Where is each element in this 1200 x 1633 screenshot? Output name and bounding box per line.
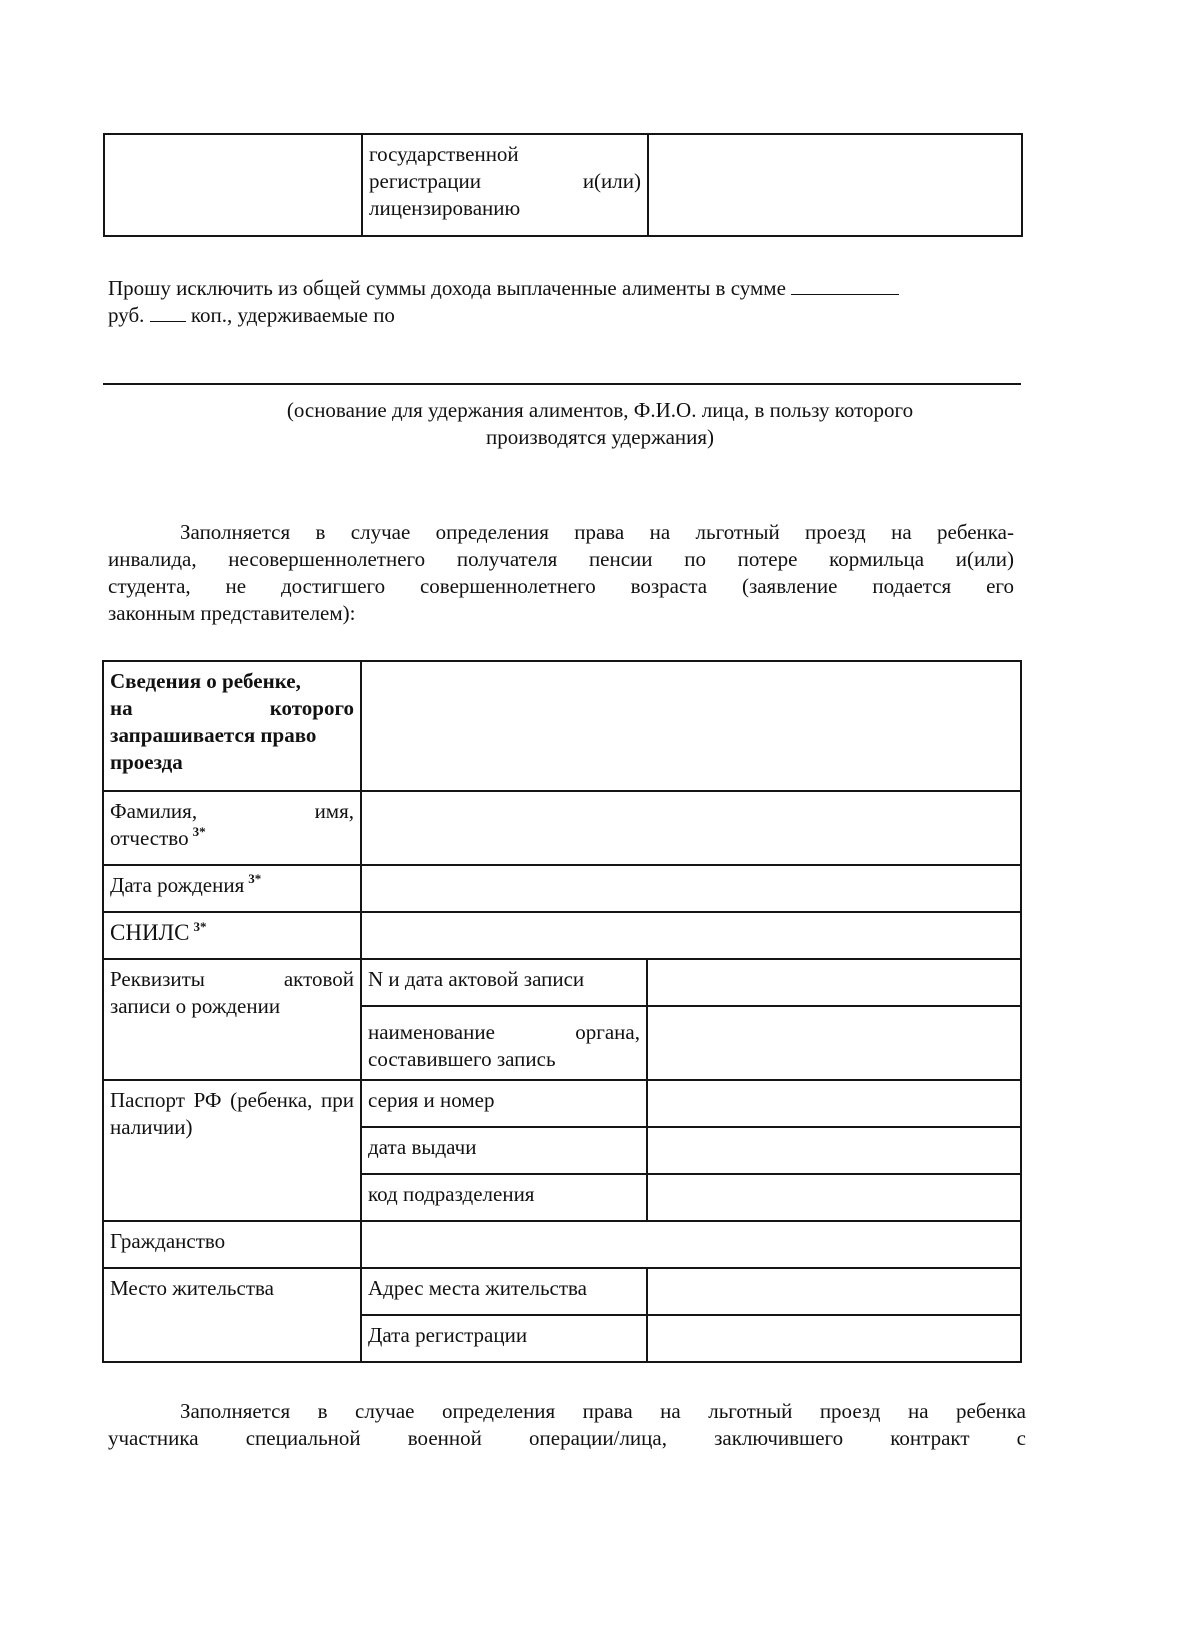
header-word: на [110, 696, 133, 720]
table-row [103, 865, 1021, 912]
table-row [103, 1080, 1021, 1127]
intro-line: законным представителем): [108, 601, 356, 625]
child-header-value[interactable] [361, 661, 1021, 791]
passport-division-code-value[interactable] [647, 1174, 1021, 1221]
passport-series-label: серия и номер [361, 1080, 647, 1127]
table-row [103, 912, 1021, 959]
table-row [103, 1221, 1021, 1268]
intro-line: Заполняется в случае определения права на льготный проезд на ребенка- [180, 520, 1014, 544]
passport-label: Паспорт РФ (ребенка, при наличии) [103, 1080, 361, 1221]
passport-division-code-label: код подразделения [361, 1174, 647, 1221]
birth-record-authority-label: наименование органа, составившего запись [361, 1006, 647, 1080]
header-word: которого [269, 696, 354, 720]
passport-issue-date-value[interactable] [647, 1127, 1021, 1174]
birth-record-number-label: N и дата актовой записи [361, 959, 647, 1006]
passport-issue-date-label: дата выдачи [361, 1127, 647, 1174]
text-word: и(или) [582, 169, 641, 193]
alimony-line2: коп., удерживаемые по [190, 303, 395, 327]
alimony-basis-caption-1: (основание для удержания алиментов, Ф.И.О. лица, в пользу которого [286, 398, 914, 422]
intro-line: студента, не достигшего совершеннолетнего возраста (заявление подается его [108, 574, 1014, 598]
top-table [103, 133, 1023, 237]
text-word: регистрации [369, 169, 481, 193]
header-line: Сведения о ребенке, [110, 669, 301, 693]
top-table-cell-empty-3[interactable] [648, 134, 1022, 236]
child-info-table [102, 660, 1022, 1363]
snils-label: СНИЛС $^{3*}$ [103, 912, 361, 959]
residence-address-value[interactable] [647, 1268, 1021, 1315]
citizenship-label: Гражданство [103, 1221, 361, 1268]
top-table-cell-empty-1[interactable] [104, 134, 362, 236]
birth-date-value[interactable] [361, 865, 1021, 912]
birth-record-number-value[interactable] [647, 959, 1021, 1006]
header-line: запрашивается право [110, 723, 317, 747]
birth-date-label: Дата рождения $^{3*}$ [103, 865, 361, 912]
amount-rub-blank[interactable] [791, 276, 899, 295]
rub-label: руб. [108, 303, 145, 327]
alimony-basis-line[interactable] [103, 383, 1021, 385]
registration-date-label: Дата регистрации [361, 1315, 647, 1362]
table-row [103, 791, 1021, 865]
footnote-mark: 3* [193, 919, 207, 934]
alimony-request [108, 275, 1018, 329]
registration-date-value[interactable] [647, 1315, 1021, 1362]
birth-record-authority-value[interactable] [647, 1006, 1021, 1080]
text-line: государственной [369, 142, 519, 166]
footnote-mark: 3* [248, 871, 262, 886]
intro-line: Заполняется в случае определения права на льготный проезд на ребенка [180, 1399, 1026, 1423]
child-header-label [103, 661, 361, 791]
text-line: лицензированию [369, 196, 521, 220]
table-row [103, 661, 1021, 791]
snils-value[interactable] [361, 912, 1021, 959]
fio-value[interactable] [361, 791, 1021, 865]
alimony-line1: Прошу исключить из общей суммы дохода выплаченные алименты в сумме [108, 276, 786, 300]
citizenship-value[interactable] [361, 1221, 1021, 1268]
residence-label: Место жительства [103, 1268, 361, 1362]
table-row [103, 959, 1021, 1006]
fio-label [103, 791, 361, 865]
alimony-basis-caption-2: производятся удержания) [485, 425, 715, 449]
fio-word: Фамилия, [110, 799, 198, 823]
svo-section-intro [108, 1398, 1026, 1452]
amount-kop-blank[interactable] [150, 303, 186, 322]
residence-address-label: Адрес места жительства [361, 1268, 647, 1315]
fio-word: имя, [314, 799, 354, 823]
child-section-intro [108, 519, 1014, 627]
birth-record-label: Реквизиты актовой записи о рождении [103, 959, 361, 1080]
table-row [103, 1268, 1021, 1315]
footnote-mark: 3* [192, 824, 206, 839]
intro-line: участника специальной военной операции/лица, заключившего контракт с [108, 1426, 1026, 1450]
top-table-cell-text [362, 134, 648, 236]
passport-series-value[interactable] [647, 1080, 1021, 1127]
fio-word: отчество [110, 826, 189, 850]
header-line: проезда [110, 750, 183, 774]
intro-line: инвалида, несовершеннолетнего получателя пенсии по потере кормильца и(или) [108, 547, 1014, 571]
